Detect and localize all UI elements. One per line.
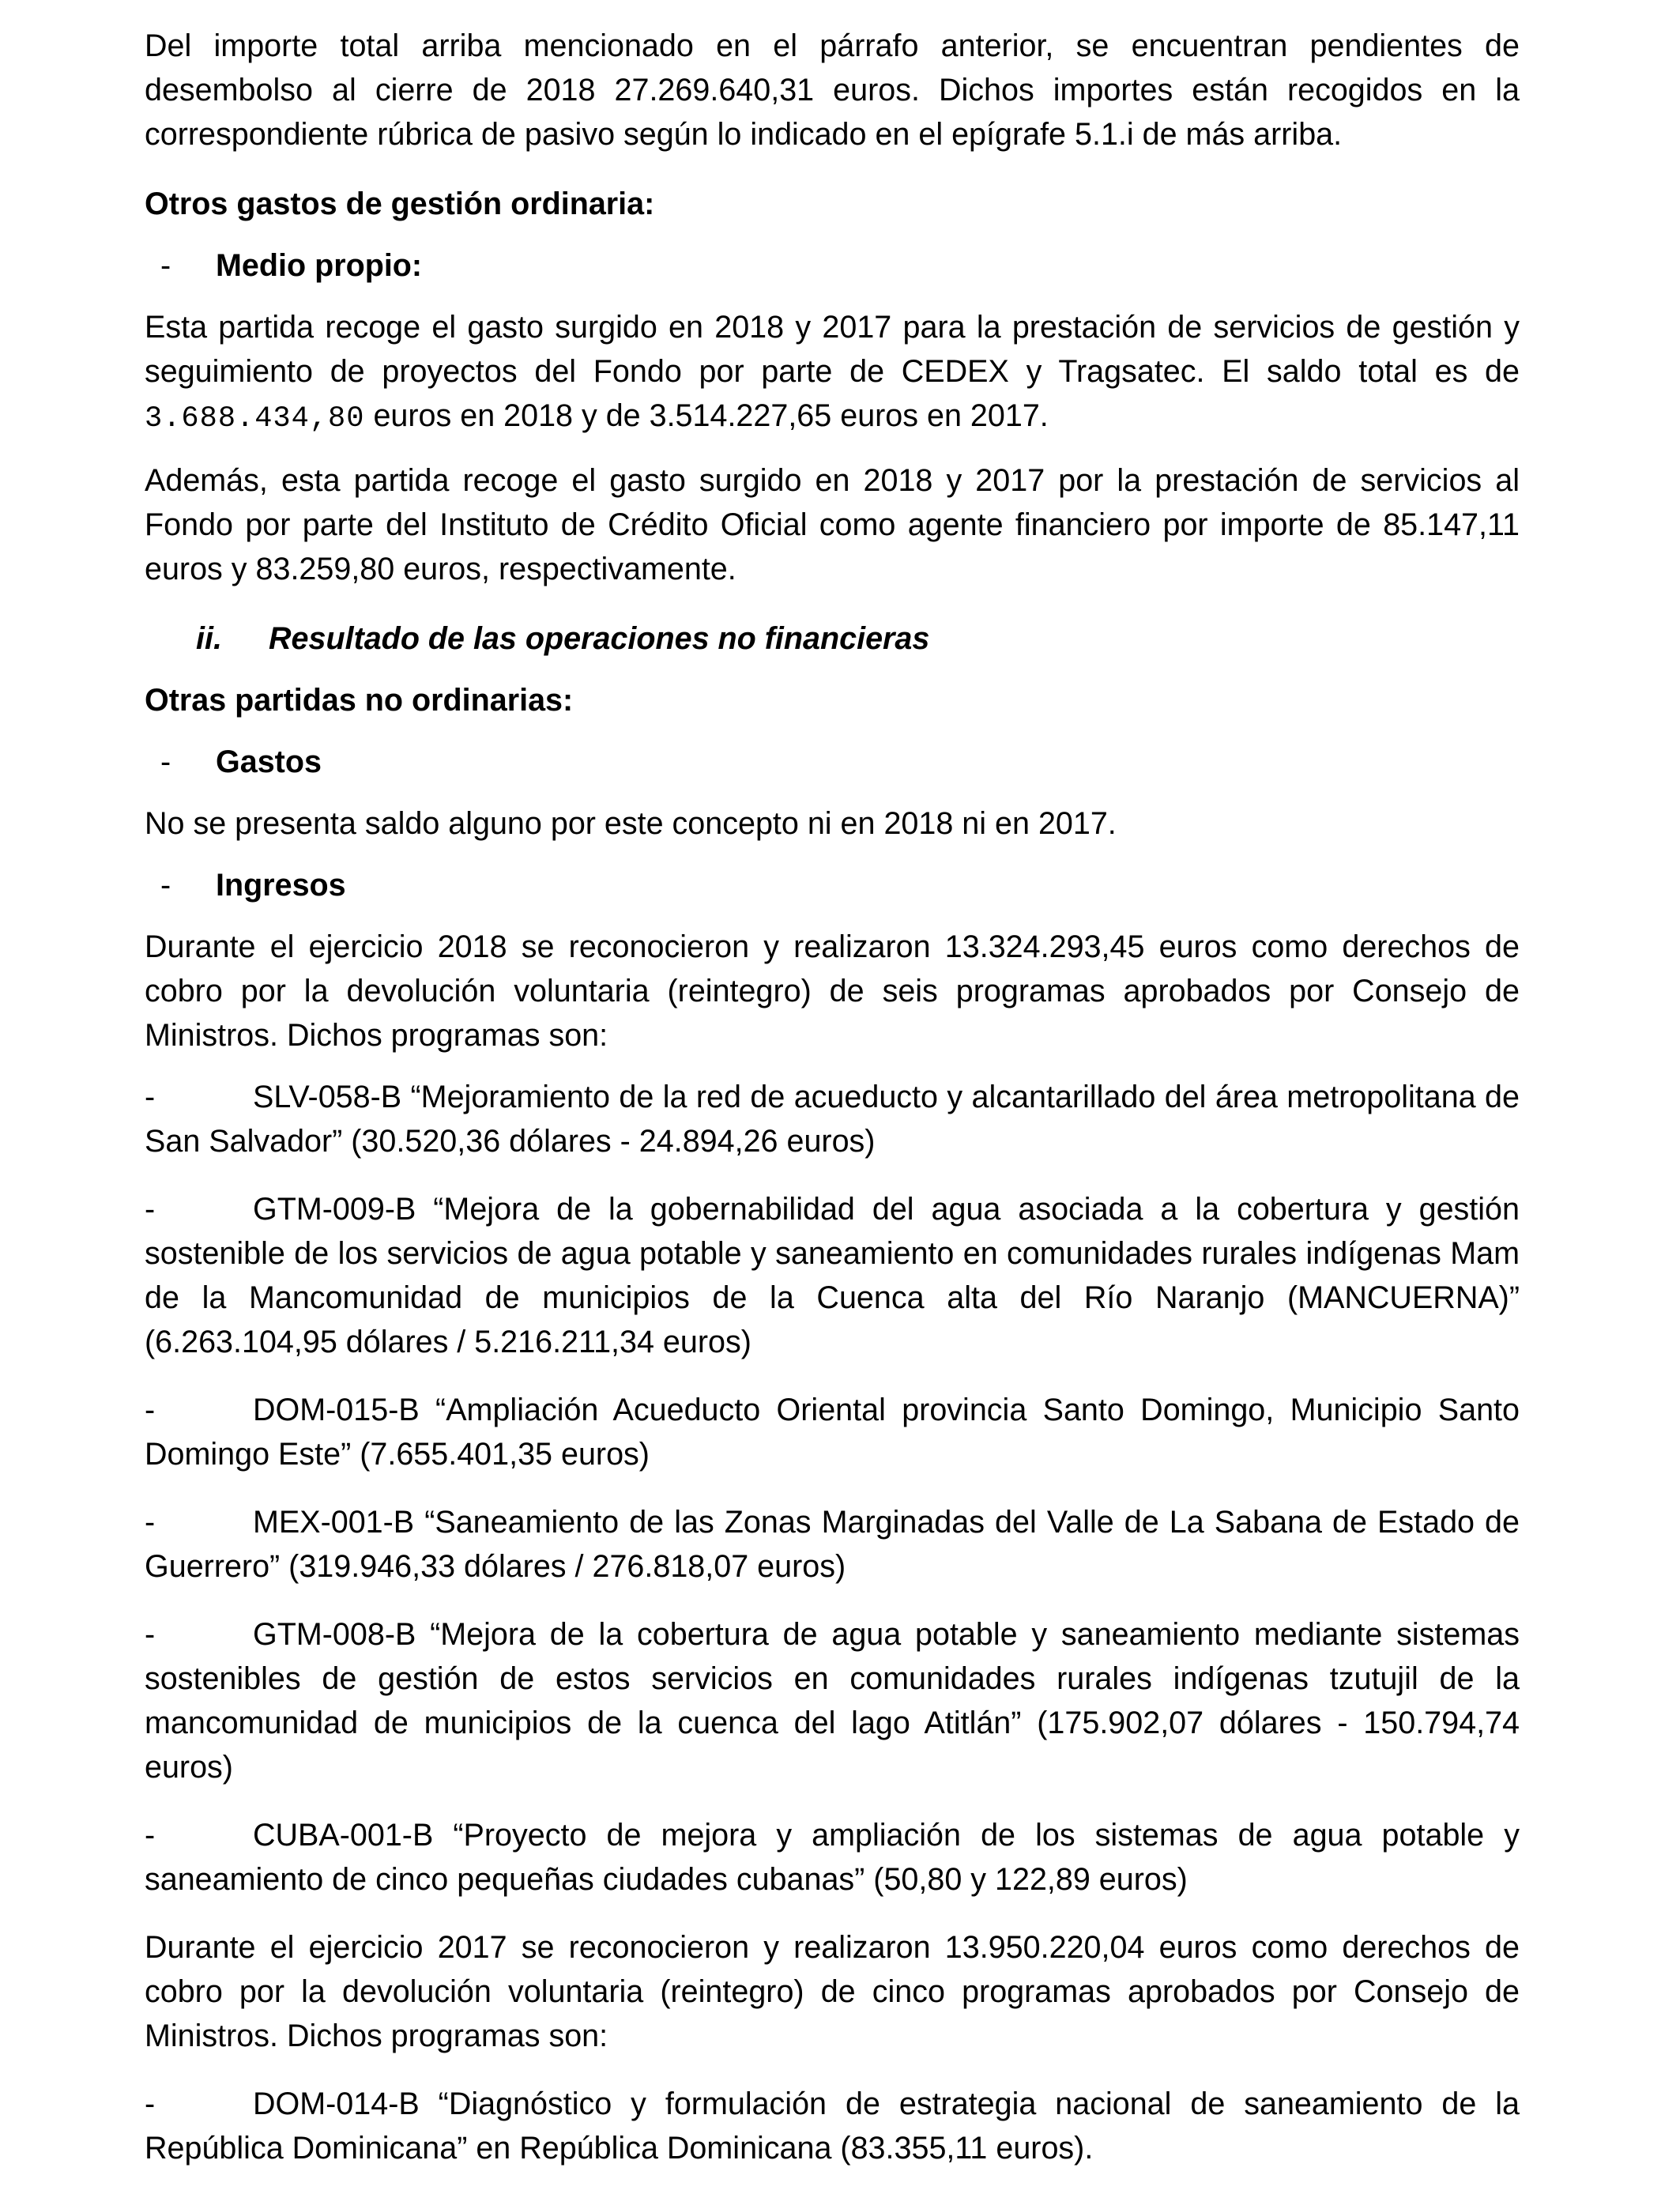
ingresos-2017-intro: Durante el ejercicio 2017 se reconocieron y realizaron 13.950.220,04 euros como derechos de cobro por la devolución voluntaria (reintegro) de cinco programas aprobados por Consejo de Ministros. Dichos programas son:	[145, 1930, 1520, 2053]
program-item-cuba-001-b	[145, 1813, 1520, 1902]
section-heading-otros-gastos: Otros gastos de gestión ordinaria:	[145, 187, 655, 221]
program-item-slv-058-b	[145, 1075, 1520, 1163]
ingresos-2018-intro: Durante el ejercicio 2018 se reconocieron y realizaron 13.324.293,45 euros como derechos de cobro por la devolución voluntaria (reintegro) de seis programas aprobados por Consejo de Ministros. Dichos programas son:	[145, 929, 1520, 1053]
roman-numeral: ii.	[196, 621, 222, 656]
program-text: GTM-009-B “Mejora de la gobernabilidad del agua asociada a la cobertura y gestión sostenible de los servicios de agua potable y saneamiento en comunidades rurales indígenas Mam de la Mancomunidad de municipios de la Cuenca alta del Río Naranjo (MANCUERNA)” (6.263.104,95 dólares / 5.216.211,34 euros)	[145, 1192, 1520, 1359]
heading-otras-partidas: Otras partidas no ordinarias:	[145, 683, 574, 718]
program-text: GTM-008-B “Mejora de la cobertura de agua potable y saneamiento mediante sistemas sostenibles de gestión de estos servicios en comunidades rurales indígenas tzutujil de la mancomunidad de municipios de la cuenca del lago Atitlán” (175.902,07 dólares - 150.794,74 euros)	[145, 1617, 1520, 1785]
amount-2018: 3.688.434,80	[145, 402, 365, 435]
paragraph-text: Esta partida recoge el gasto surgido en 2018 y 2017 para la prestación de servicios de gestión y seguimiento de proyectos del Fondo por parte de CEDEX y Tragsatec. El saldo total es de	[145, 310, 1520, 389]
subheading-label: Medio propio:	[216, 248, 423, 283]
program-item-mex-001-b	[145, 1500, 1520, 1589]
program-item-gtm-009-b	[145, 1187, 1520, 1364]
bullet-dash: -	[145, 1192, 156, 1227]
bullet-dash: -	[145, 1080, 156, 1114]
subheading-medio-propio	[145, 243, 1520, 288]
subheading-label: Ingresos	[216, 868, 346, 903]
bullet-dash: -	[160, 248, 171, 283]
document-page	[145, 24, 1520, 2170]
program-item-dom-015-b	[145, 1388, 1520, 1476]
gastos-paragraph: No se presenta saldo alguno por este concepto ni en 2018 ni en 2017.	[145, 806, 1117, 841]
medio-propio-paragraph-1	[145, 305, 1520, 441]
program-text: CUBA-001-B “Proyecto de mejora y ampliación de los sistemas de agua potable y saneamiento de cinco pequeñas ciudades cubanas” (50,80 y 122,89 euros)	[145, 1818, 1520, 1897]
program-item-gtm-008-b	[145, 1612, 1520, 1789]
bullet-dash: -	[160, 745, 171, 779]
program-text: MEX-001-B “Saneamiento de las Zonas Marginadas del Valle de La Sabana de Estado de Guerrero” (319.946,33 dólares / 276.818,07 euros)	[145, 1505, 1520, 1584]
program-text: SLV-058-B “Mejoramiento de la red de acueducto y alcantarillado del área metropolitana de San Salvador” (30.520,36 dólares - 24.894,26 euros)	[145, 1080, 1520, 1159]
paragraph-text: euros en 2018 y de 3.514.227,65 euros en 2017.	[373, 398, 1049, 433]
bullet-dash: -	[160, 868, 171, 903]
subheading-label: Gastos	[216, 745, 322, 779]
medio-propio-paragraph-2: Además, esta partida recoge el gasto surgido en 2018 y 2017 por la prestación de servicios al Fondo por parte del Instituto de Crédito Oficial como agente financiero por importe de 85.147,11 euros y 83.259,80 euros, respectivamente.	[145, 463, 1520, 586]
bullet-dash: -	[145, 1818, 156, 1853]
bullet-dash: -	[145, 2087, 156, 2121]
section-title: Resultado de las operaciones no financieras	[269, 621, 930, 656]
program-text: DOM-014-B “Diagnóstico y formulación de estrategia nacional de saneamiento de la República Dominicana” en República Dominicana (83.355,11 euros).	[145, 2087, 1520, 2166]
program-text: DOM-015-B “Ampliación Acueducto Oriental provincia Santo Domingo, Municipio Santo Domingo Este” (7.655.401,35 euros)	[145, 1393, 1520, 1472]
bullet-dash: -	[145, 1617, 156, 1652]
subheading-ingresos	[145, 863, 1520, 907]
bullet-dash: -	[145, 1505, 156, 1540]
intro-paragraph: Del importe total arriba mencionado en el párrafo anterior, se encuentran pendientes de desembolso al cierre de 2018 27.269.640,31 euros. Dichos importes están recogidos en la correspondiente rúbrica de pasivo según lo indicado en el epígrafe 5.1.i de más arriba.	[145, 28, 1520, 152]
program-item-dom-014-b	[145, 2082, 1520, 2170]
section-heading-resultado	[145, 616, 1520, 661]
bullet-dash: -	[145, 1393, 156, 1427]
subheading-gastos	[145, 740, 1520, 784]
